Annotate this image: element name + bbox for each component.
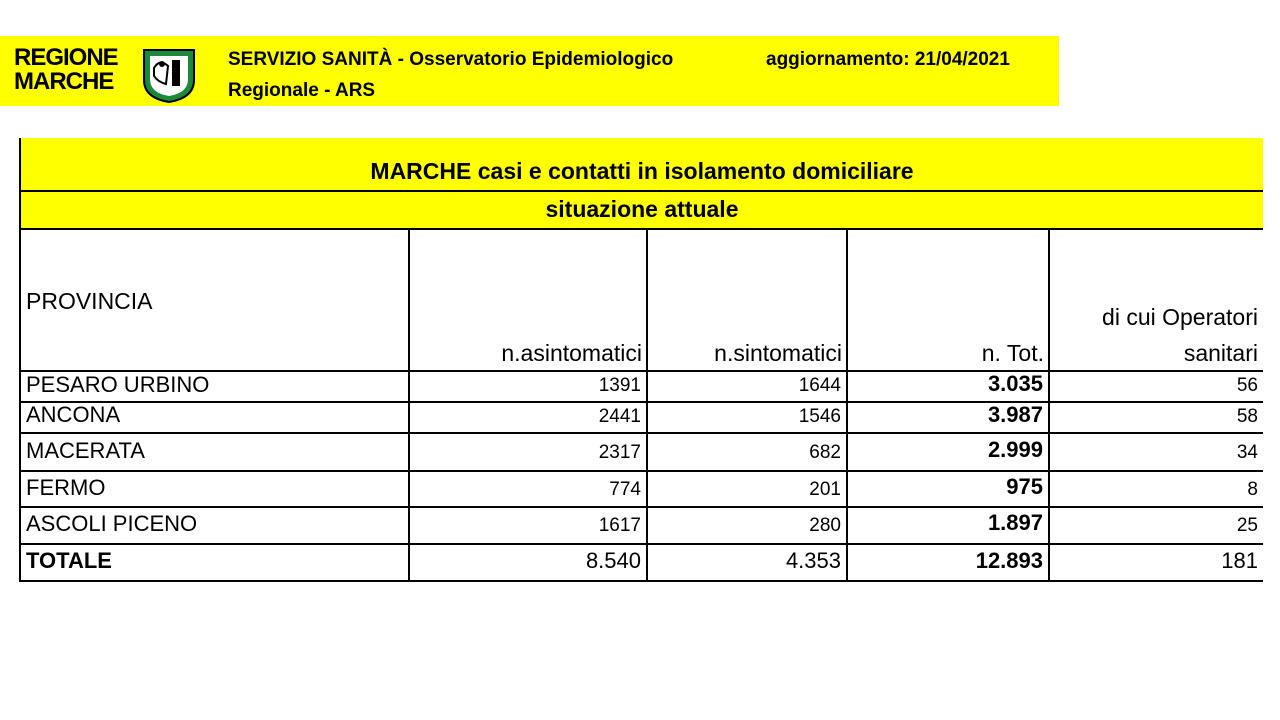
total-operatori: 181 [1221,548,1258,573]
isolation-table [19,138,1263,582]
border-left [19,138,21,582]
rule [19,432,1263,434]
rule [19,228,1263,230]
update-date: aggiornamento: 21/04/2021 [766,49,1010,70]
row-tot: 975 [1006,474,1043,499]
header-asintomatici: n.asintomatici [501,340,642,366]
rule [19,470,1263,472]
row-asintomatici: 2317 [598,442,641,463]
row-operatori: 56 [1236,375,1258,396]
service-title: SERVIZIO SANITÀ - Osservatorio Epidemiologico Regionale - ARS [228,49,674,101]
row-provincia: ANCONA [26,402,121,427]
row-tot: 2.999 [987,437,1043,462]
header-tot: n. Tot. [981,340,1044,366]
row-sintomatici: 201 [809,479,841,500]
rule [19,401,1263,403]
rule [19,543,1263,545]
row-operatori: 58 [1236,406,1258,427]
shield-icon [140,46,198,104]
row-provincia: FERMO [26,475,106,500]
row-operatori: 34 [1236,442,1258,463]
total-label: TOTALE [26,548,112,573]
rule [19,506,1263,508]
total-tot: 12.893 [975,548,1043,573]
header-operatori-line2: sanitari [1183,340,1258,366]
header-banner [0,36,1059,106]
header-provincia: PROVINCIA [26,288,153,314]
row-tot: 3.987 [987,402,1043,427]
rule [19,190,1263,192]
row-sintomatici: 280 [809,515,841,536]
row-sintomatici: 1644 [798,375,841,396]
row-sintomatici: 682 [809,442,841,463]
row-operatori: 25 [1236,515,1258,536]
logo-text [14,46,118,94]
logo-line2: MARCHE [14,68,114,95]
row-tot: 1.897 [987,510,1043,535]
row-asintomatici: 1391 [598,375,641,396]
row-sintomatici: 1546 [798,406,841,427]
total-asintomatici: 8.540 [585,548,641,573]
total-sintomatici: 4.353 [785,548,841,573]
row-provincia: PESARO URBINO [26,372,210,397]
logo-line1: REGIONE [14,44,118,71]
regione-marche-logo [14,46,198,98]
table-subtitle: situazione attuale [545,196,739,222]
header-operatori-line1: di cui Operatori [1102,304,1258,330]
header-sintomatici: n.sintomatici [714,340,842,366]
row-asintomatici: 1617 [598,515,641,536]
row-asintomatici: 774 [609,479,641,500]
row-provincia: ASCOLI PICENO [26,511,198,536]
row-asintomatici: 2441 [598,406,641,427]
row-provincia: MACERATA [26,438,145,463]
row-operatori: 8 [1247,479,1258,500]
row-tot: 3.035 [987,371,1043,396]
table-title: MARCHE casi e contatti in isolamento domiciliare [370,158,914,184]
rule [19,580,1263,582]
